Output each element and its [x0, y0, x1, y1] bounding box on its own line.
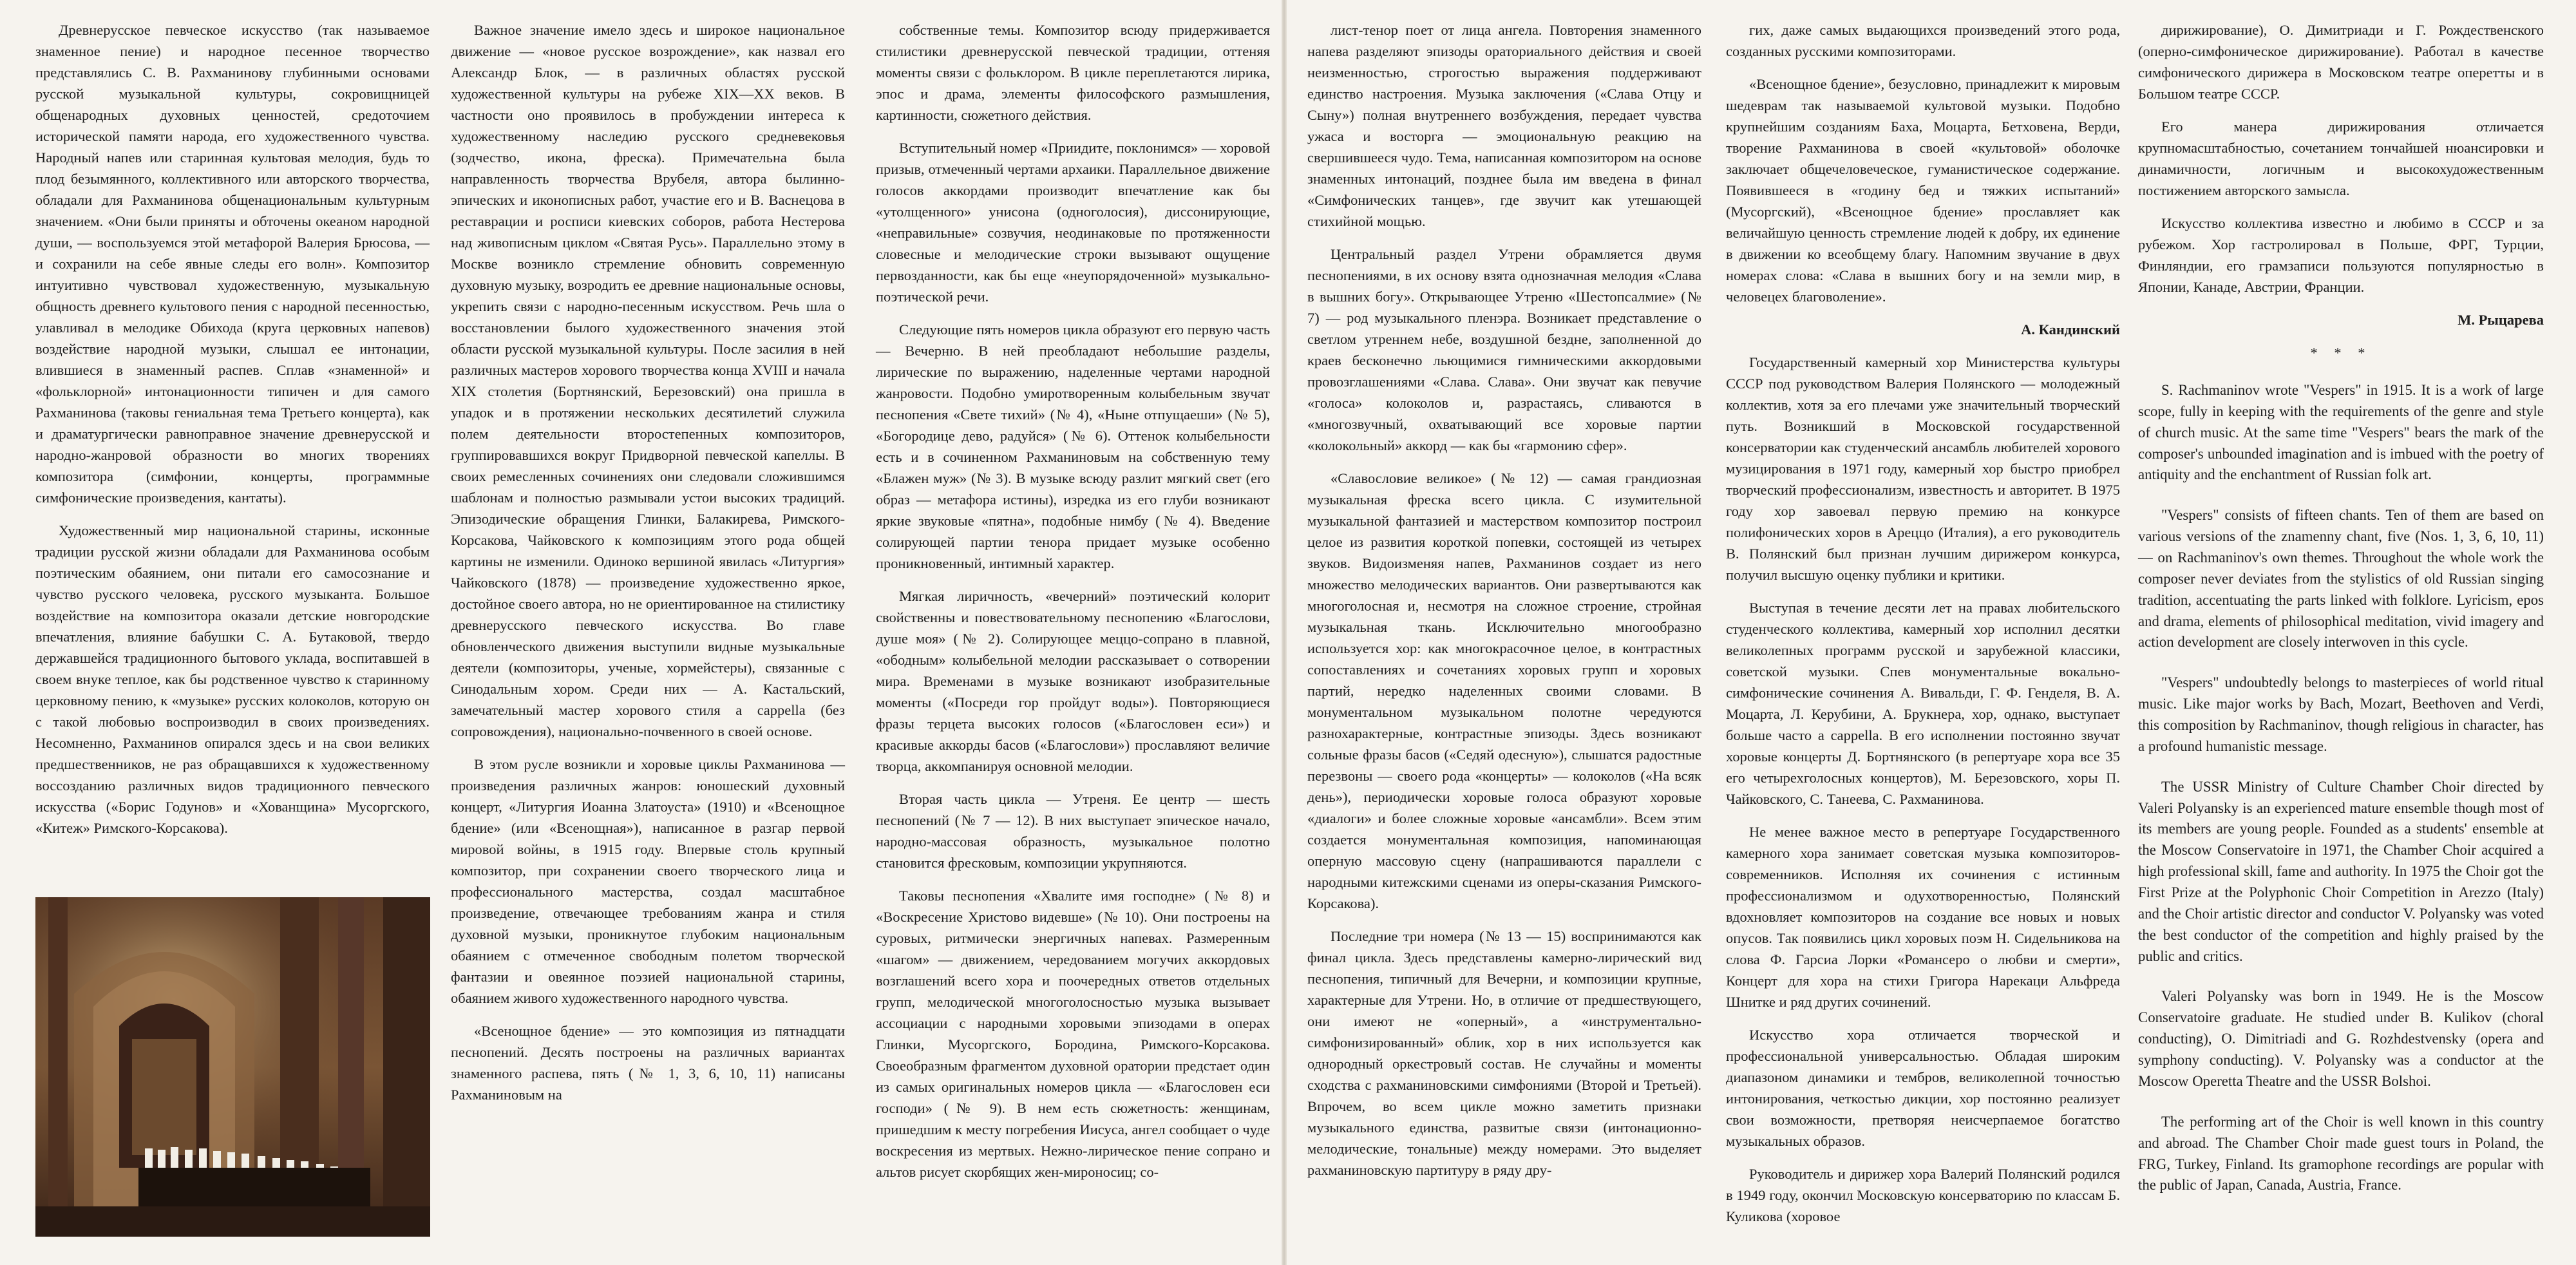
paragraph: дирижирование), О. Димитриади и Г. Рождественского (оперно-симфоническое дирижирование). Работал в качестве симфонического дирижера в Московском театре оперетты и в Большом театре СССР.	[2138, 22, 2544, 102]
paragraph: Важное значение имело здесь и широкое национальное движение — «новое русское возрождение», как назвал его Александр Блок, — в различных областях русской художественной культуры на рубеже XIX—XX веков. В частности оно проявилось в пробуждении интереса к художественному наследию русского средневековья (зодчество, икона, фреска). Примечательна была направленность творчества Врубеля, автора былинно-эпических и иконописных работ, участие его и В. Васнецова в реставрации и росписи киевских соборов, работа Нестерова над живописным циклом «Святая Русь». Параллельно этому в Москве возникло стремление обновить современную духовную музыку, возродить ее древние национальные основы, укрепить связи с народно-песенным искусством. Речь шла о восстановлении былого художественного значения этой области русской музыкальной культуры. После засилия в ней различных мастеров хорового творчества конца XVIII и начала XIX столетия (Бортнянский, Березовский) она пришла в упадок и в протяжении нескольких десятилетий служила полем деятельности второстепенных композиторов, группировавшихся вокруг Придворной певческой капеллы. В своих ремесленных сочинениях они следовали сложившимся шаблонам и полностью размывали устои высоких традиций. Эпизодические обращения Глинки, Балакирева, Римского-Корсакова, Чайковского к композициям этого рода общей картины не изменили. Одиноко вершиной явилась «Литургия» Чайковского (1878) — произведение художественно яркое, достойное своего автора, но не ориентированное на стилистику древнерусского певческого искусства. Во главе обновленческого движения выступили видные музыкальные деятели (композиторы, ученые, хормейстеры), связанные с Синодальным хором. Среди них — А. Кастальский, замечательный мастер хорового стиля a cappella (без сопровождения), национально-почвенного в своей основе.	[451, 22, 845, 739]
paragraph: гих, даже самых выдающихся произведений этого рода, созданных русскими композиторами.	[1726, 22, 2120, 59]
author-signature: М. Рыцарева	[2458, 312, 2544, 328]
paragraph: лист-тенор поет от лица ангела. Повторения знаменного напева разделяют эпизоды ораториального действия и своей неизменностью, строгостью выражения поддерживают единство настроения. Музыка заключения («Слава Отцу и Сыну») полная внутреннего возбуждения, передает чувства ужаса и восторга — эмоциональную реакцию на свершившееся чудо. Тема, написанная композитором на основе знаменных интонаций, позднее была им введена в финал «Симфонических танцев», где звучит как утешающей стихийной мощью.	[1307, 22, 1701, 229]
text-column-4	[1307, 19, 1701, 1192]
paragraph: Выступая в течение десяти лет на правах любительского студенческого коллектива, камерный хор исполнил десятки великолепных программ русской и зарубежной классики, советской музыки. Спев монументальные вокально-симфонические сочинения А. Вивальди, Г. Ф. Генделя, В. А. Моцарта, Л. Керубини, А. Брукнера, хор, однако, выступает больше часто a cappella. В его исполнении постоянно звучат хоровые концерты Д. Бортнянского (в репертуаре хора все 35 его четырехголосных концертов), М. Березовского, хоры П. Чайковского, С. Танеева, С. Рахманинова.	[1726, 600, 2120, 807]
page-fold	[1282, 0, 1287, 1265]
paragraph: Вступительный номер «Приидите, поклонимся» — хоровой призыв, отмеченный чертами архаики. Параллельное движение голосов аккордами производит впечатление как бы «утолщенного» унисона (одноголосия), диссонирующие, «неправильные» созвучия, неодинаковые по протяженности словесные и мелодические строки вызывают ощущение первозданности, как бы еще «неупорядоченной» музыкально-поэтической речи.	[876, 140, 1270, 305]
paragraph: Руководитель и дирижер хора Валерий Полянский родился в 1949 году, окончил Московскую консерваторию по классам Б. Куликова (хоровое	[1726, 1166, 2120, 1224]
paragraph: Последние три номера (№ 13 — 15) воспринимаются как финал цикла. Здесь представлены камерно-лирический вид песнопения, типичный для Вечерни, и композиции крупные, характерные для Утрени. Но, в отличие от предшествующего, они имеют не «оперный», а «инструментально-симфонизированный» облик, хор в них используется как однородный оркестровый состав. Не случайны и моменты сходства с рахманиновскими симфониями (Второй и Третьей). Впрочем, во всем цикле можно заметить признаки музыкального единства, развитые связи (интонационно-мелодические, тональные) между номерами. Это выделяет рахманиновскую партитуру в ряду дру-	[1307, 928, 1701, 1178]
section-divider: * * *	[2310, 345, 2372, 361]
paragraph: Древнерусское певческое искусство (так называемое знаменное пение) и народное песенное творчество представлялись С. В. Рахманинову глубинными основами русской музыкальной культуры, сокровищницей общенародных духовных ценностей, средоточием исторической памяти народа, его художественного чувства. Народный напев или старинная культовая мелодия, будь то плод безымянного, коллективного или авторского творчества, обладали для Рахманинова общенациональным культурным значением. «Они были приняты и обточены океаном народной души, — воспользуемся этой метафорой Валерия Брюсова, — и сохранили на себе явные следы его волн». Композитор интуитивно чувствовал художественную, музыкальную общность древнего культового пения с народной песенностью, улавливал в мелодике Обихода (круга церковных напевов) воздействие народной музыки, слышал ее интонации, влившиеся в знаменный распев. Сплав «знаменной» и «фольклорной» интонационности типичен и для самого Рахманинова (таковы гениальная тема Третьего концерта), как и драматургически равноправное значение древнерусской и народно-жанровой образности во многих творениях композитора (симфонии, концерты, программные симфонические произведения, кантаты).	[35, 22, 430, 506]
paragraph: Не менее важное место в репертуаре Государственного камерного хора занимает советская музыка композиторов-современников. Исполняя их сочинения с истинным профессионализмом и одухотворенностью, Полянский вдохновляет композиторов на создание все новых и новых опусов. Так появились цикл хоровых поэм Н. Сидельникова на слова Ф. Гарсиа Лорки «Романсеро о любви и смерти», Концерт для хора на стихи Григора Нарекаци Альфреда Шнитке и ряд других сочинений.	[1726, 824, 2120, 1010]
paragraph: Государственный камерный хор Министерства культуры СССР под руководством Валерия Полянского — молодежный коллектив, хотя за его плечами уже значительный творческий путь. Возникший в Московской государственной консерватории как студенческий ансамбль любителей хорового музицирования в 1971 году, камерный хор быстро приобрел творческий профессионализм, известность и авторитет. В 1975 году хор завоевал первую премию на конкурсе полифонических хоров в Ареццо (Италия), а его руководитель В. Полянский был признан лучшим дирижером конкурса, получил высшую оценку публики и критики.	[1726, 354, 2120, 583]
author-signature: А. Кандинский	[2021, 321, 2120, 338]
paragraph: The performing art of the Choir is well known in this country and abroad. The Chamber Choir made guest tours in Poland, the FRG, Turkey, Finland. Its gramophone recordings are popular with the public of Japan, Canada, Austria, France.	[2138, 1113, 2544, 1194]
paragraph: Центральный раздел Утрени обрамляется двумя песнопениями, в их основу взята однозначная мелодия «Слава в вышних богу». Открывающее Утреню «Шестопсалмие» (№ 7) — род музыкального пленэра. Возникает представление о светлом утреннем небе, воздушной бездне, заполненной до краев бесконечно льющимися гимническими аккордовыми провозглашениями «Слава. Слава». Они звучат как певучие «голоса» колоколов и, разрастаясь, сливаются в «многозвучный, охватывающий все хоровые партии «колокольный» аккорд — как бы «гармонию сфер».	[1307, 246, 1701, 453]
paragraph: Вторая часть цикла — Утреня. Ее центр — шесть песнопений (№ 7 — 12). В них выступает эпическое начало, народно-массовая образность, музыкальное полотно становится фресковым, композиции укрупняются.	[876, 791, 1270, 871]
paragraph: Его манера дирижирования отличается крупномасштабностью, сочетанием тончайшей нюансировки и динамичности, логичным и высокохудожественным постижением авторского замысла.	[2138, 119, 2544, 198]
paragraph: Искусство коллектива известно и любимо в СССР и за рубежом. Хор гастролировал в Польше, ФРГ, Турции, Финляндии, его грамзаписи пользуются популярностью в Японии, Канаде, Австрии, Франции.	[2138, 215, 2544, 295]
paragraph: Мягкая лиричность, «вечерний» поэтический колорит свойственны и повествовательному песнопению «Благослови, душе моя» (№ 2). Солирующее меццо-сопрано в плавной, «ободным» колыбельной мелодии рассказывает о сотворении мира. Временами в музыке возникают изобразительные моменты («Посреди гор пройдут воды»). Повторяющиеся фразы терцета высоких голосов («Благословен еси») и красивые аккорды басов («Благослови») прославляют величие творца, аккомпанируя основной мелодии.	[876, 588, 1270, 774]
text-column-6	[2138, 19, 2544, 374]
paragraph: Искусство хора отличается творческой и профессиональной универсальностью. Обладая широким диапазоном динамики и тембров, великолепной точностью интонирования, четкостью дикции, хор постоянно реализует свои возможности, претворяя неисчерпаемое богатство музыкальных образов.	[1726, 1027, 2120, 1149]
paragraph: S. Rachmaninov wrote "Vespers" in 1915. It is a work of large scope, fully in keeping with the requirements of the genre and style of church music. At the same time "Vespers" bears the mark of the composer's unbounded imagination and is imbued with the poetry of antiquity and the enchantment of Russian folk art.	[2138, 382, 2544, 483]
paragraph: "Vespers" consists of fifteen chants. Ten of them are based on various versions of the znamenny chant, five (Nos. 1, 3, 6, 10, 11) — on Rachmaninov's own themes. Throughout the whole work the composer never deviates from the stylistics of old Russian singing tradition, accentuating the parts linked with folklore. Lyricism, epos and drama, elements of philosophical meditation, vivid imagery and action development are closely interwoven in this cycle.	[2138, 507, 2544, 651]
paragraph: «Всенощное бдение», безусловно, принадлежит к мировым шедеврам так называемой культовой музыки. Подобно крупнейшим созданиям Баха, Моцарта, Бетховена, Верди, творение Рахманинова в своей «культовой» оболочке заключает общечеловеческое, гуманистическое содержание. Появившееся в «годину бед и тяжких испытаний» (Мусоргский), «Всенощное бдение» прославляет как величайшую ценность стремление людей к добру, их единение в движении ко всеобщему благу. Напомним звучание в двух номерах слова: «Слава в вышних богу и на земли мир, в человецех благоволение».	[1726, 76, 2120, 305]
paragraph: Художественный мир национальной старины, исконные традиции русской жизни обладали для Рахманинова особым поэтическим обаянием, они питали его самосознание и чувство русского человека, русского музыканта. Большое воздействие на композитора оказали детские новгородские впечатления, влияние бабушки С. А. Бутаковой, твердо державшейся традиционного бытового уклада, воспитавшей в своем внуке теплое, как бы родственное чувство к старинному церковному пению, к «музыке» русских колоколов, которую он с такой любовью воспроизводил в своих произведениях. Несомненно, Рахманинов опирался здесь и на свои великих предшественников, не раз обращавшихся к художественному воссозданию различных видов традиционного певческого искусства («Борис Годунов» и «Хованщина» Мусоргского, «Китеж» Римского-Корсакова).	[35, 522, 430, 836]
paragraph: В этом русле возникли и хоровые циклы Рахманинова — произведения различных жанров: юношеский духовный концерт, «Литургия Иоанна Златоуста» (1910) и «Всенощное бдение» (или «Всенощная»), написанное в разгар первой мировой войны, в 1915 году. Впервые столь крупный композитор, при сохранении своего творческого лица и профессионального мастерства, создал масштабное произведение, отвечающее требованиям жанра и стиля духовной музыки, проникнутое глубоким национальным обаянием с отмеченное свободным полетом творческой фантазии и овеянное поэзией национальной старины, обаянием живого художественного народного чувства.	[451, 756, 845, 1006]
paragraph: "Vespers" undoubtedly belongs to masterpieces of world ritual music. Like major works by Bach, Mozart, Beethoven and Verdi, this composition by Rachmaninov, though religious in character, has a profound humanistic message.	[2138, 674, 2544, 754]
paragraph: Valeri Polyansky was born in 1949. He is the Moscow Conservatoire graduate. He studied under B. Kulikov (choral conducting), O. Dimitriadi and G. Rozhdestvensky (opera and symphony conducting). V. Polyansky was a conductor at the Moscow Operetta Theatre and the USSR Bolshoi.	[2138, 988, 2544, 1089]
paragraph: Следующие пять номеров цикла образуют его первую часть — Вечерню. В ней преобладают небольшие разделы, лирические по выражению, наделенные чертами народной жанровости. Подобно умиротворенным колыбельным звучат песнопения «Свете тихий» (№ 4), «Ныне отпущаеши» (№ 5), «Богородице дево, радуйся» (№ 6). Оттенок колыбельности есть и в сочиненном Рахманиновым на собственную тему «Блажен муж» (№ 3). В музыке всюду разлит мягкий свет (его образ — метафора истины), изредка из его глуби возникают яркие звуковые «пятна», подобные нимбу (№ 4). Введение солирующей партии тенора придает музыке особенно проникновенный, интимный характер.	[876, 321, 1270, 571]
choir-photo	[35, 897, 430, 1237]
text-column-3	[876, 19, 1270, 1194]
paragraph: «Славословие великое» (№ 12) — самая грандиозная музыкальная фреска всего цикла. С изумительной музыкальной фантазией и мастерством композитор построил целое из развития короткой попевки, состоящей из четырех звуков. Видоизменяя напев, Рахманинов создает из него множество мелодических вариантов. Они развертываются как многоголосная и, несмотря на сложное строение, стройная музыкальная ткань. Исключительно многообразно используется хор: как многокрасочное целое, в контрастных сопоставлениях и сочетаниях хоровых групп и хоровых партий, нередко наделенных своими словами. В монументальном музыкальном полотне чередуются разнохарактерные, контрастные эпизоды. Здесь возникают сольные фразы басов («Седяй одесную»), слышатся радостные перезвоны — своего рода «концерты» — колоколов («На всяк день»), периодически хоровые голоса образуют хоровые «диалоги» и более сложные хоровые «ансамбли». Всем этим создается монументальная композиция, напоминающая оперную массовую сцену (напрашиваются параллели с народными китежскими сценами из оперы-сказания Римского-Корсакова).	[1307, 470, 1701, 911]
english-text-column	[2138, 380, 2544, 1215]
paragraph: «Всенощное бдение» — это композиция из пятнадцати песнопений. Десять построены на различных вариантах знаменного распева, пять (№ 1, 3, 6, 10, 11) написаны Рахманиновым на	[451, 1023, 845, 1103]
paragraph: The USSR Ministry of Culture Chamber Choir directed by Valeri Polyansky is an experienced mature ensemble though most of its members are young people. Founded as a students' ensemble at the Moscow Conservatoire in 1971, the Chamber Choir acquired a high professional skill, fame and authority. In 1975 the Choir got the First Prize at the Polyphonic Choir Competition in Arezzo (Italy) and the Choir artistic director and conductor V. Polyansky was voted the best conductor of the competition and highly praised by the public and critics.	[2138, 778, 2544, 964]
text-column-5	[1726, 19, 2120, 1239]
text-column-2	[451, 19, 845, 1117]
paragraph: собственные темы. Композитор всюду придерживается стилистики древнерусской певческой традиции, оттеняя моменты связи с фольклором. В цикле переплетаются лирика, эпос и драма, элементы философского размышления, картинности, сюжетного действия.	[876, 22, 1270, 123]
text-column-1	[35, 19, 430, 850]
paragraph: Таковы песнопения «Хвалите имя господне» (№ 8) и «Воскресение Христово видевше» (№ 10). Они построены на суровых, ритмически энергичных напевах. Размеренным «шагом» — движением, чередованием могучих аккордовых возглашений всего хора и поочередных ответов отдельных групп, мелодической многоголосностью музыка вызывает ассоциации с народными хоровыми эпизодами в операх Глинки, Мусоргского, Бородина, Римского-Корсакова. Своеобразным фрагментом духовной оратории предстает один из самых оригинальных номеров цикла — «Благословен еси господи» (№ 9). В нем есть сюжетность: женщинам, пришедшим к месту погребения Иисуса, ангел сообщает о чуде воскресения из мертвых. Нежно-лирическое пение сопрано и альтов рисует скорбящих жен-мироносиц; со-	[876, 888, 1270, 1180]
